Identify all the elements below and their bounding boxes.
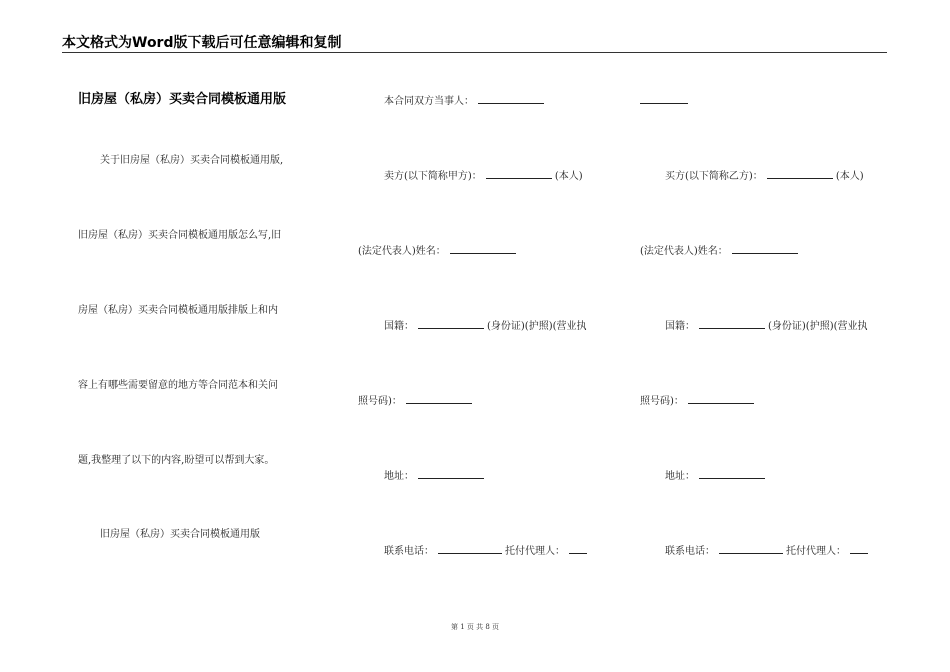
seller-legal-rep-line — [358, 243, 519, 259]
seller-legal-rep-blank — [450, 243, 516, 254]
seller-address-blank — [418, 468, 484, 479]
parties-second-blank-line — [640, 93, 691, 109]
buyer-suffix: (本人) — [835, 171, 864, 182]
intro-line-1: 关于旧房屋（私房）买卖合同模板通用版, — [100, 155, 284, 166]
page-footer: 第 1 页 共 8 页 — [450, 623, 500, 631]
buyer-address-label: 地址： — [665, 471, 695, 482]
seller-nationality-label: 国籍： — [384, 321, 414, 332]
seller-agent-blank — [569, 543, 587, 554]
seller-nationality-blank — [418, 318, 484, 329]
buyer-license-blank — [688, 393, 754, 404]
document-title: 旧房屋（私房）买卖合同模板通用版 — [78, 92, 287, 107]
seller-id-types: (身份证)(护照)(营业执 — [487, 321, 587, 332]
buyer-agent-label: 托付代理人： — [786, 546, 846, 557]
seller-phone-blank — [438, 543, 502, 554]
intro-line-2: 旧房屋（私房）买卖合同模板通用版怎么写,旧 — [78, 230, 282, 241]
seller-agent-label: 托付代理人： — [505, 546, 565, 557]
buyer-phone-label: 联系电话： — [665, 546, 715, 557]
seller-label: 卖方(以下简称甲方)： — [384, 171, 482, 182]
buyer-address-blank — [699, 468, 765, 479]
buyer-legal-rep-line — [640, 243, 801, 259]
parties-second-blank — [640, 93, 688, 104]
parties-line — [384, 93, 547, 109]
buyer-legal-rep-label: (法定代表人)姓名： — [640, 246, 728, 257]
intro-line-4: 容上有哪些需要留意的地方等合同范本和关问 — [78, 380, 278, 391]
buyer-label: 买方(以下简称乙方)： — [665, 171, 763, 182]
seller-phone-label: 联系电话： — [384, 546, 434, 557]
buyer-nationality-label: 国籍： — [665, 321, 695, 332]
seller-nationality-line — [384, 318, 587, 334]
seller-license-label: 照号码)： — [358, 396, 402, 407]
seller-license-line — [358, 393, 475, 409]
buyer-license-line — [640, 393, 757, 409]
seller-legal-rep-label: (法定代表人)姓名： — [358, 246, 446, 257]
intro-line-5: 题,我整理了以下的内容,盼望可以帮到大家。 — [78, 455, 275, 466]
header-divider — [62, 52, 887, 53]
buyer-blank — [767, 168, 833, 179]
seller-address-label: 地址： — [384, 471, 414, 482]
seller-suffix: (本人) — [554, 171, 583, 182]
buyer-line — [665, 168, 864, 184]
buyer-license-label: 照号码)： — [640, 396, 684, 407]
seller-blank — [486, 168, 552, 179]
seller-line — [384, 168, 583, 184]
seller-license-blank — [406, 393, 472, 404]
buyer-nationality-line — [665, 318, 868, 334]
buyer-agent-blank — [850, 543, 868, 554]
intro-line-3: 房屋（私房）买卖合同模板通用版排版上和内 — [78, 305, 278, 316]
buyer-address-line — [665, 468, 768, 484]
buyer-legal-rep-blank — [732, 243, 798, 254]
document-header: 本文格式为Word版下载后可任意编辑和复制 — [62, 35, 342, 51]
buyer-id-types: (身份证)(护照)(营业执 — [768, 321, 868, 332]
buyer-phone-line — [665, 543, 871, 559]
parties-label: 本合同双方当事人： — [384, 96, 474, 107]
seller-phone-line — [384, 543, 590, 559]
buyer-nationality-blank — [699, 318, 765, 329]
seller-address-line — [384, 468, 487, 484]
contract-subtitle: 旧房屋（私房）买卖合同模板通用版 — [100, 529, 260, 540]
parties-blank — [478, 93, 544, 104]
buyer-phone-blank — [719, 543, 783, 554]
